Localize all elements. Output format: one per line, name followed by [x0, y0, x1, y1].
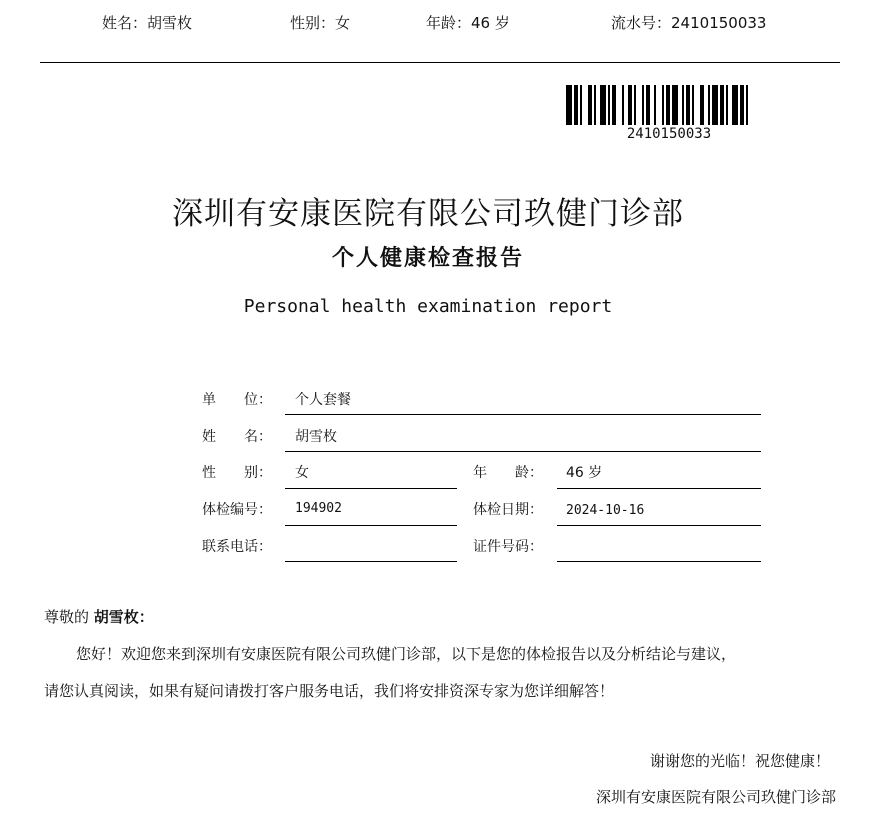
barcode-bar — [580, 85, 582, 125]
barcode-bar — [628, 85, 632, 125]
phone-underline — [285, 561, 457, 562]
barcode-bar — [726, 85, 728, 125]
barcode-bar — [720, 85, 724, 125]
header-divider — [40, 62, 840, 63]
barcode-bar — [686, 85, 690, 125]
barcode-bar — [682, 85, 684, 125]
name-value: 胡雪枚 — [295, 429, 337, 445]
exam-no-underline — [285, 525, 457, 526]
barcode-bar — [588, 85, 592, 125]
barcode-number: 2410150033 — [626, 126, 712, 142]
header-name-value: 胡雪枚 — [147, 14, 193, 32]
header-serial-label: 流水号： — [611, 14, 672, 32]
barcode-bar — [740, 85, 744, 125]
report-title-en: Personal health examination report — [243, 296, 613, 317]
age-value: 46 岁 — [566, 465, 603, 481]
age-label: 年 龄： — [473, 465, 543, 481]
barcode-bar — [712, 85, 718, 125]
name-label: 姓 名： — [202, 429, 272, 445]
barcode-bar — [608, 85, 610, 125]
header-serial — [611, 12, 766, 33]
letter-signature: 深圳有安康医院有限公司玖健门诊部 — [595, 788, 836, 806]
header-age-value: 46 岁 — [471, 14, 510, 32]
unit-value: 个人套餐 — [295, 392, 351, 408]
header-gender-label: 性别： — [290, 14, 336, 32]
barcode-bar — [600, 85, 606, 125]
barcode-bar — [692, 85, 694, 125]
gender-label: 性 别： — [202, 465, 272, 481]
id-underline — [557, 561, 761, 562]
exam-no-value: 194902 — [295, 501, 342, 516]
barcode-bar — [594, 85, 596, 125]
gender-value: 女 — [295, 465, 309, 481]
barcode-bar — [642, 85, 644, 125]
greeting-prefix: 尊敬的 — [44, 608, 90, 626]
barcode-bar — [646, 85, 650, 125]
greeting-name: 胡雪枚： — [93, 608, 154, 626]
unit-underline — [285, 414, 761, 415]
header-name-label: 姓名： — [102, 14, 148, 32]
barcode-bar — [666, 85, 670, 125]
header-age-label: 年龄： — [426, 14, 472, 32]
barcode-bar — [574, 85, 578, 125]
barcode-bar — [732, 85, 738, 125]
header-gender-value: 女 — [335, 14, 351, 32]
greeting — [44, 606, 154, 627]
header-age — [426, 12, 510, 33]
barcode-bar — [566, 85, 572, 125]
id-label: 证件号码： — [473, 539, 543, 555]
exam-date-value: 2024-10-16 — [566, 503, 645, 518]
unit-label: 单 位： — [202, 392, 272, 408]
header-name — [102, 12, 192, 33]
exam-date-label: 体检日期： — [473, 502, 543, 518]
barcode-bar — [634, 85, 636, 125]
report-title-cn: 个人健康检查报告 — [331, 246, 524, 271]
exam-no-label: 体检编号： — [202, 502, 272, 518]
hospital-name: 深圳有安康医院有限公司玖健门诊部 — [172, 196, 684, 232]
barcode-bar — [654, 85, 656, 125]
barcode-bar — [700, 85, 704, 125]
barcode-bar — [662, 85, 664, 125]
header-gender — [290, 12, 350, 33]
phone-label: 联系电话： — [202, 539, 272, 555]
barcode-bar — [612, 85, 616, 125]
letter-line-2: 请您认真阅读，如果有疑问请拨打客户服务电话，我们将安排资深专家为您详细解答！ — [44, 682, 615, 700]
letter-line-1: 您好！欢迎您来到深圳有安康医院有限公司玖健门诊部，以下是您的体检报告以及分析结论与建议， — [76, 645, 737, 663]
barcode-bar — [622, 85, 624, 125]
barcode-bar — [672, 85, 678, 125]
letter-thanks: 谢谢您的光临！祝您健康！ — [649, 752, 830, 770]
barcode-bar — [708, 85, 710, 125]
exam-date-underline — [557, 525, 761, 526]
barcode-bar — [746, 85, 748, 125]
header-serial-value: 2410150033 — [671, 14, 767, 32]
gender-underline — [285, 488, 457, 489]
name-underline — [285, 451, 761, 452]
barcode — [566, 85, 772, 125]
age-underline — [557, 488, 761, 489]
